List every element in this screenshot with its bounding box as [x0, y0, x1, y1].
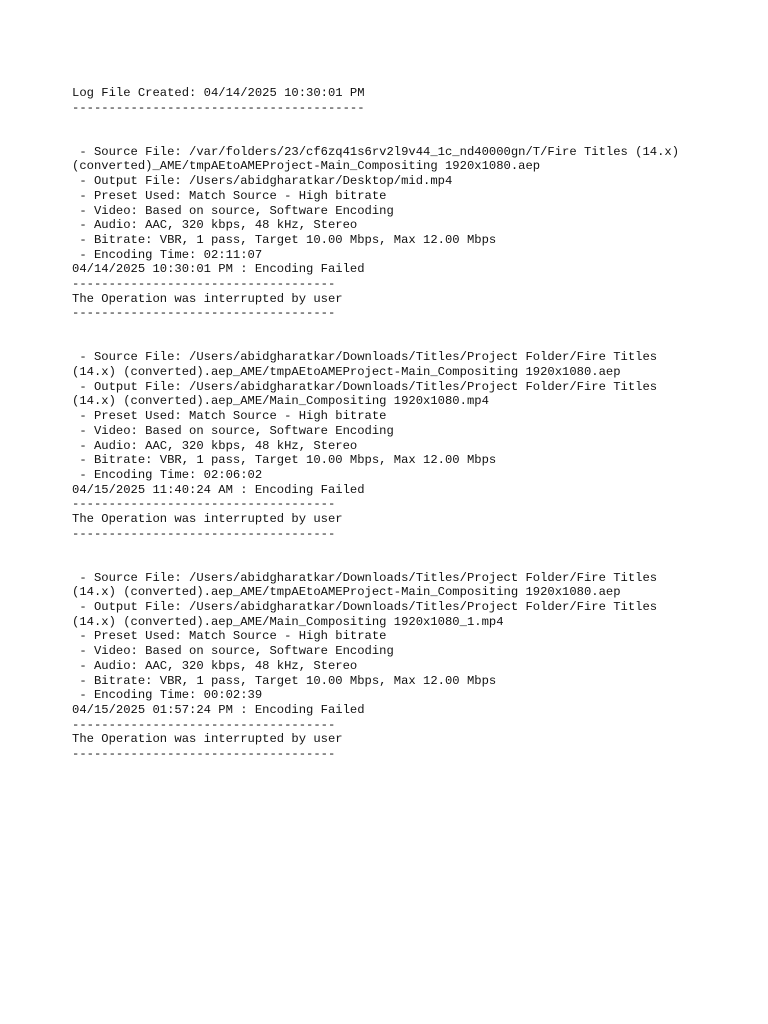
audio-line: - Audio: AAC, 320 kbps, 48 kHz, Stereo [72, 658, 358, 673]
output-file-line: - Output File: /Users/abidgharatkar/Downloads/Titles/Project Folder/Fire Titles [72, 379, 658, 394]
interrupted-message: The Operation was interrupted by user [72, 511, 343, 526]
interrupted-message: The Operation was interrupted by user [72, 291, 343, 306]
source-file-line-cont: (14.x) (converted).aep_AME/tmpAEtoAMEProject-Main_Compositing 1920x1080.aep [72, 365, 621, 380]
source-file-line-cont: (converted)_AME/tmpAEtoAMEProject-Main_Compositing 1920x1080.aep [72, 159, 541, 174]
status-line: 04/14/2025 10:30:01 PM : Encoding Failed [72, 262, 365, 277]
output-file-line: - Output File: /Users/abidgharatkar/Desktop/mid.mp4 [72, 174, 453, 189]
entry-rule: ------------------------------------ [72, 746, 336, 761]
entry-rule: ------------------------------------ [72, 497, 336, 512]
output-file-line-cont: (14.x) (converted).aep_AME/Main_Compositing 1920x1080.mp4 [72, 394, 489, 409]
encoding-time-line: - Encoding Time: 02:11:07 [72, 247, 263, 262]
entry-rule: ------------------------------------ [72, 306, 336, 321]
encoding-time-line: - Encoding Time: 02:06:02 [72, 467, 263, 482]
spacer [72, 541, 752, 570]
video-line: - Video: Based on source, Software Encoding [72, 423, 394, 438]
entry-rule: ------------------------------------ [72, 276, 336, 291]
source-file-line: - Source File: /Users/abidgharatkar/Downloads/Titles/Project Folder/Fire Titles [72, 570, 658, 585]
interrupted-message: The Operation was interrupted by user [72, 732, 343, 747]
audio-line: - Audio: AAC, 320 kbps, 48 kHz, Stereo [72, 438, 358, 453]
source-file-line: - Source File: /Users/abidgharatkar/Downloads/Titles/Project Folder/Fire Titles [72, 350, 658, 365]
bitrate-line: - Bitrate: VBR, 1 pass, Target 10.00 Mbps, Max 12.00 Mbps [72, 232, 497, 247]
output-file-line-cont: (14.x) (converted).aep_AME/Main_Compositing 1920x1080_1.mp4 [72, 614, 504, 629]
preset-line: - Preset Used: Match Source - High bitrate [72, 629, 387, 644]
source-file-line: - Source File: /var/folders/23/cf6zq41s6rv2l9v44_1c_nd40000gn/T/Fire Titles (14.x) [72, 144, 680, 159]
entry-rule: ------------------------------------ [72, 526, 336, 541]
output-file-line: - Output File: /Users/abidgharatkar/Downloads/Titles/Project Folder/Fire Titles [72, 600, 658, 615]
log-entry-3 [72, 571, 752, 762]
encoding-time-line: - Encoding Time: 00:02:39 [72, 688, 263, 703]
preset-line: - Preset Used: Match Source - High bitrate [72, 409, 387, 424]
log-document [72, 86, 752, 762]
preset-line: - Preset Used: Match Source - High bitrate [72, 188, 387, 203]
log-created-line: Log File Created: 04/14/2025 10:30:01 PM [72, 86, 365, 100]
bitrate-line: - Bitrate: VBR, 1 pass, Target 10.00 Mbps, Max 12.00 Mbps [72, 453, 497, 468]
bitrate-line: - Bitrate: VBR, 1 pass, Target 10.00 Mbps, Max 12.00 Mbps [72, 673, 497, 688]
status-line: 04/15/2025 11:40:24 AM : Encoding Failed [72, 482, 365, 497]
video-line: - Video: Based on source, Software Encoding [72, 203, 394, 218]
video-line: - Video: Based on source, Software Encoding [72, 644, 394, 659]
header-rule: ---------------------------------------- [72, 100, 365, 115]
log-entry-1 [72, 145, 752, 321]
audio-line: - Audio: AAC, 320 kbps, 48 kHz, Stereo [72, 218, 358, 233]
source-file-line-cont: (14.x) (converted).aep_AME/tmpAEtoAMEProject-Main_Compositing 1920x1080.aep [72, 585, 621, 600]
spacer [72, 115, 752, 144]
log-entry-2 [72, 350, 752, 541]
entry-rule: ------------------------------------ [72, 717, 336, 732]
spacer [72, 321, 752, 350]
status-line: 04/15/2025 01:57:24 PM : Encoding Failed [72, 702, 365, 717]
